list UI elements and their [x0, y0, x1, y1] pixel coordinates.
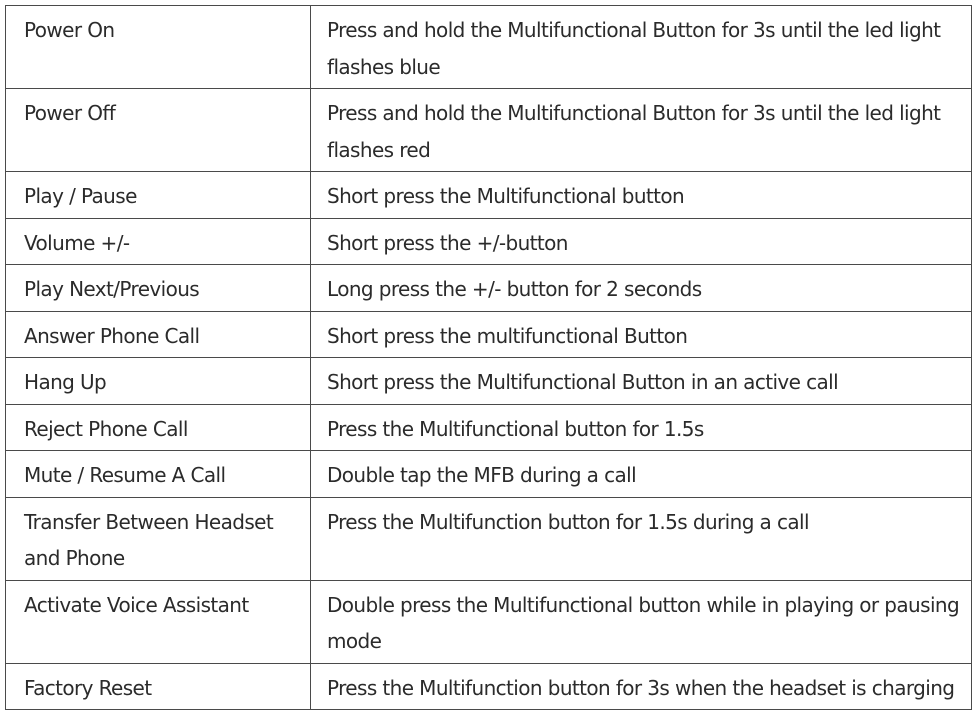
action-cell: Volume +/-: [6, 218, 311, 265]
description-cell: Press the Multifunction button for 3s when the headset is charging: [311, 663, 972, 710]
description-cell: Short press the multifunctional Button: [311, 311, 972, 358]
action-cell: Play Next/Previous: [6, 265, 311, 312]
action-cell: Activate Voice Assistant: [6, 580, 311, 663]
action-cell: Power Off: [6, 89, 311, 172]
description-cell: Short press the Multifunctional button: [311, 172, 972, 219]
table-body: [6, 6, 972, 710]
table-row: [6, 451, 972, 498]
action-cell: Reject Phone Call: [6, 404, 311, 451]
action-cell: Transfer Between Headset and Phone: [6, 497, 311, 580]
action-cell: Play / Pause: [6, 172, 311, 219]
table-row: [6, 663, 972, 710]
description-cell: Long press the +/- button for 2 seconds: [311, 265, 972, 312]
table-row: [6, 497, 972, 580]
description-cell: Double press the Multifunctional button while in playing or pausing mode: [311, 580, 972, 663]
action-cell: Mute / Resume A Call: [6, 451, 311, 498]
table-row: [6, 358, 972, 405]
description-cell: Press and hold the Multifunctional Button for 3s until the led light flashes blue: [311, 6, 972, 89]
description-cell: Press and hold the Multifunctional Button for 3s until the led light flashes red: [311, 89, 972, 172]
table-row: [6, 89, 972, 172]
action-cell: Answer Phone Call: [6, 311, 311, 358]
table-row: [6, 218, 972, 265]
description-cell: Press the Multifunctional button for 1.5s: [311, 404, 972, 451]
action-cell: Power On: [6, 6, 311, 89]
table-row: [6, 172, 972, 219]
table-row: [6, 311, 972, 358]
table-row: [6, 6, 972, 89]
table-row: [6, 265, 972, 312]
action-cell: Hang Up: [6, 358, 311, 405]
description-cell: Press the Multifunction button for 1.5s during a call: [311, 497, 972, 580]
button-function-table: [5, 5, 972, 710]
action-cell: Factory Reset: [6, 663, 311, 710]
description-cell: Double tap the MFB during a call: [311, 451, 972, 498]
table-row: [6, 404, 972, 451]
description-cell: Short press the +/-button: [311, 218, 972, 265]
table-row: [6, 580, 972, 663]
description-cell: Short press the Multifunctional Button in an active call: [311, 358, 972, 405]
